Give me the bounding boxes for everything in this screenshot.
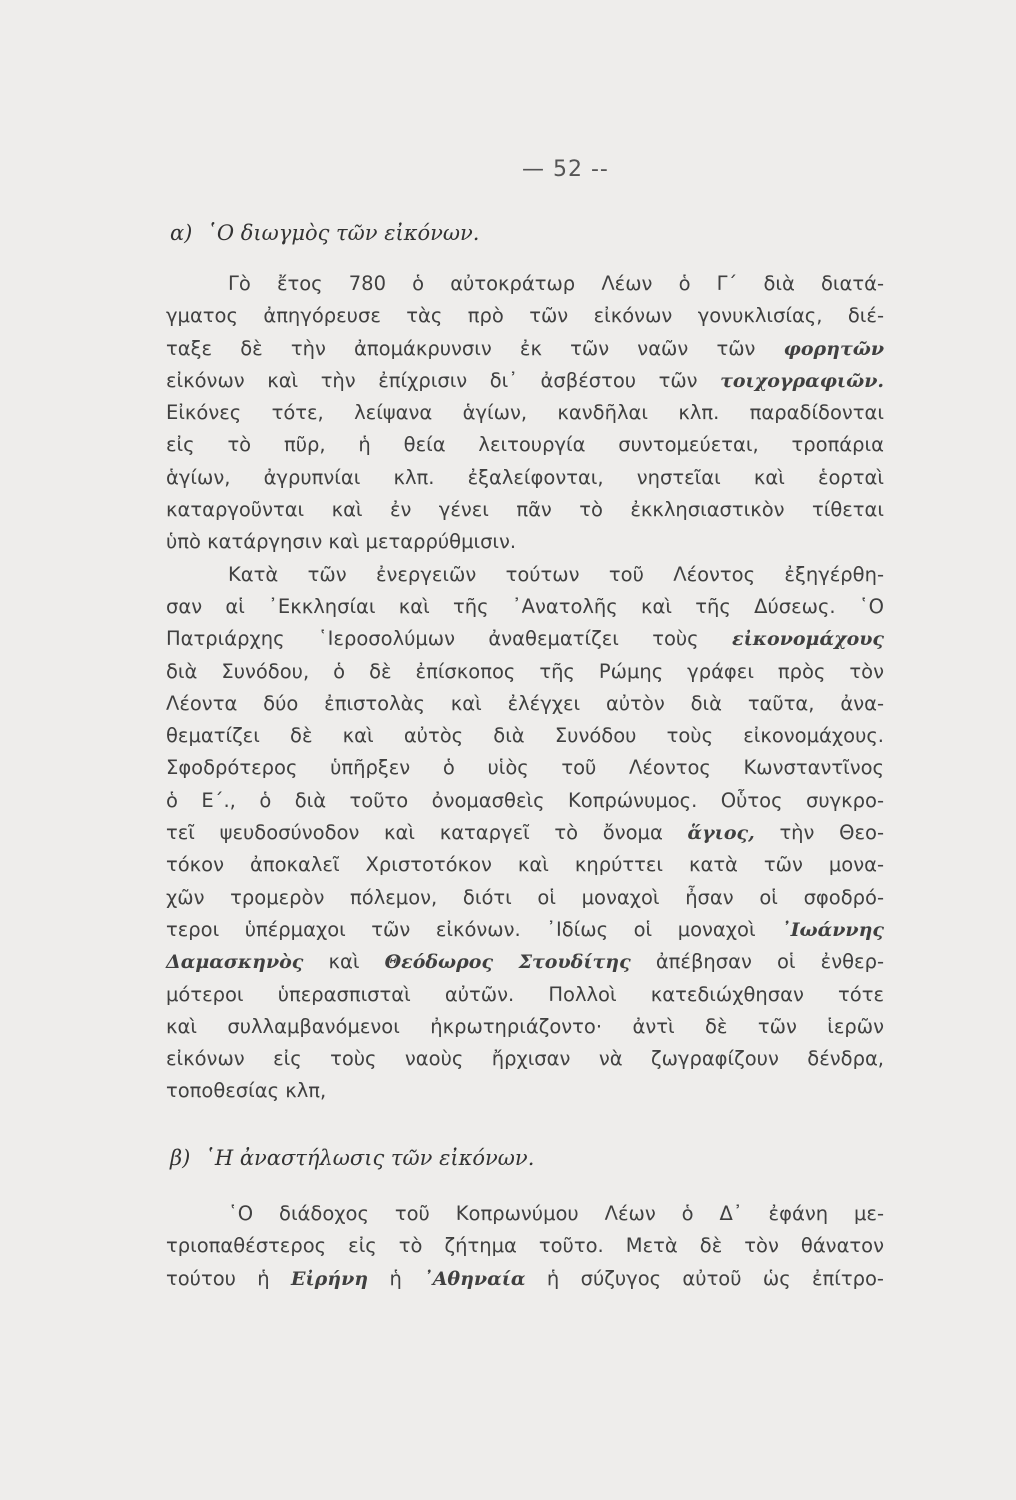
text-run: σαν αἱ ᾿Εκκλησίαι καὶ τῆς ᾿Ανατολῆς καὶ τῆς Δύσεως. ῾Ο <box>166 594 884 618</box>
section-b-mark: β) <box>170 1146 191 1170</box>
text-line <box>166 817 884 849</box>
text-line <box>166 1230 884 1262</box>
text-run: τόκον ἀποκαλεῖ Χριστοτόκον καὶ κηρύττει κατὰ τῶν μονα- <box>166 853 884 877</box>
text-run: ὑπὸ κατάργησιν καὶ μεταρρύθμισιν. <box>166 530 517 554</box>
emphasized-term: εἰκονομάχους <box>732 628 884 651</box>
text-run: καταργοῦνται καὶ ἐν γένει πᾶν τὸ ἐκκλησιαστικὸν τίθεται <box>166 498 884 522</box>
text-line <box>166 526 884 558</box>
text-line <box>166 656 884 688</box>
text-run: εἰκόνων καὶ τὴν ἐπίχρισιν δι᾿ ἀσβέστου τῶν <box>166 368 721 392</box>
text-line <box>166 429 884 461</box>
section-b-heading <box>170 1146 534 1170</box>
text-run: ῾Ο διάδοχος τοῦ Κοπρωνύμου Λέων ὁ Δ᾿ ἐφάνη με- <box>228 1202 884 1225</box>
text-run: Κατὰ τῶν ἐνεργειῶν τούτων τοῦ Λέοντος ἐξηγέρθη- <box>228 562 884 586</box>
text-run: Λέοντα δύο ἐπιστολὰς καὶ ἐλέγχει αὐτὸν διὰ ταῦτα, ἀνα- <box>166 691 884 715</box>
text-run: εἰς τὸ πῦρ, ἡ θεία λειτουργία συντομεύεται, τροπάρια <box>166 433 884 457</box>
text-run: Γὸ ἔτος 780 ὁ αὐτοκράτωρ Λέων ὁ Γ΄ διὰ διατά- <box>228 272 884 295</box>
emphasized-term: φορητῶν <box>783 337 884 360</box>
text-line <box>166 268 884 300</box>
text-line <box>166 1198 884 1230</box>
section-a-heading <box>170 221 479 245</box>
text-line <box>166 1263 884 1295</box>
text-run: εἰκόνων εἰς τοὺς ναοὺς ἤρχισαν νὰ ζωγραφίζουν δένδρα, <box>166 1047 884 1071</box>
text-run: ταξε δὲ τὴν ἀπομάκρυνσιν ἐκ τῶν ναῶν τῶν <box>166 336 784 360</box>
text-run: καὶ συλλαμβανόμενοι ἠκρωτηριάζοντο· ἀντὶ δὲ τῶν ἱερῶν <box>166 1014 884 1038</box>
emphasized-term: ἅγιος, <box>687 822 755 845</box>
text-line <box>166 494 884 526</box>
text-line <box>166 591 884 623</box>
emphasized-term: Θεόδωρος Στουδίτης <box>384 951 631 974</box>
text-run: ὁ Ε΄., ὁ διὰ τοῦτο ὀνομασθεὶς Κοπρώνυμος. Οὗτος συγκρο- <box>166 788 884 812</box>
text-line <box>166 785 884 817</box>
text-run: μότεροι ὑπερασπισταὶ αὐτῶν. Πολλοὶ κατεδιώχθησαν τότε <box>166 982 884 1006</box>
text-run: ἀπέβησαν οἱ ἐνθερ- <box>630 950 884 974</box>
section-b-body <box>166 1198 884 1295</box>
text-line <box>166 333 884 365</box>
text-run: τούτου ἡ <box>166 1266 291 1290</box>
text-line <box>166 849 884 881</box>
text-line <box>166 882 884 914</box>
text-run: Πατριάρχης ῾Ιεροσολύμων ἀναθεματίζει τοὺς <box>166 627 733 651</box>
section-b-title: ῾Η ἀναστήλωσις τῶν εἰκόνων. <box>204 1146 535 1170</box>
text-run: καὶ <box>303 950 385 974</box>
section-a-mark: α) <box>170 221 193 245</box>
emphasized-term: ᾿Ιωάννης <box>781 918 884 941</box>
text-line <box>166 1075 884 1107</box>
text-line <box>166 946 884 978</box>
text-run: Εἰκόνες τότε, λείψανα ἁγίων, κανδῆλαι κλπ. παραδίδονται <box>166 401 884 425</box>
text-line <box>166 300 884 332</box>
text-run: τριοπαθέστερος εἰς τὸ ζήτημα τοῦτο. Μετὰ δὲ τὸν θάνατον <box>166 1234 884 1258</box>
emphasized-term: Δαμασκηνὸς <box>166 951 304 974</box>
section-a-title: ῾Ο διωγμὸς τῶν εἰκόνων. <box>206 221 480 245</box>
emphasized-term: Εἰρήνη <box>290 1267 369 1290</box>
emphasized-term: ᾿Αθηναία <box>423 1267 526 1290</box>
text-line <box>166 979 884 1011</box>
text-run: ἡ <box>368 1266 424 1290</box>
text-line <box>166 559 884 591</box>
section-a-body <box>166 268 884 1108</box>
text-run: Σφοδρότερος ὑπῆρξεν ὁ υἱὸς τοῦ Λέοντος Κωνσταντῖνος <box>166 756 884 780</box>
text-run: θεματίζει δὲ καὶ αὐτὸς διὰ Συνόδου τοὺς εἰκονομάχους. <box>166 724 884 748</box>
text-run: διὰ Συνόδου, ὁ δὲ ἐπίσκοπος τῆς Ρώμης γράφει πρὸς τὸν <box>166 659 884 683</box>
text-line <box>166 914 884 946</box>
page-number: — 52 -- <box>522 157 609 182</box>
text-line <box>166 365 884 397</box>
emphasized-term: τοιχογραφιῶν. <box>720 369 884 392</box>
text-line <box>166 1011 884 1043</box>
text-line <box>166 462 884 494</box>
text-line <box>166 397 884 429</box>
text-run: τεῖ ψευδοσύνοδον καὶ καταργεῖ τὸ ὄνομα <box>166 821 688 845</box>
text-line <box>166 688 884 720</box>
text-run: ἡ σύζυγος αὐτοῦ ὡς ἐπίτρο- <box>525 1266 884 1290</box>
text-run: ἁγίων, ἀγρυπνίαι κλπ. ἐξαλείφονται, νηστεῖαι καὶ ἑορταὶ <box>166 465 884 489</box>
text-run: γματος ἀπηγόρευσε τὰς πρὸ τῶν εἰκόνων γονυκλισίας, διέ- <box>166 304 884 328</box>
text-run: χῶν τρομερὸν πόλεμον, διότι οἱ μοναχοὶ ἦσαν οἱ σφοδρό- <box>166 885 884 909</box>
text-run: τὴν Θεο- <box>754 821 884 845</box>
text-line <box>166 752 884 784</box>
text-line <box>166 720 884 752</box>
text-run: τοποθεσίας κλπ, <box>166 1079 327 1103</box>
text-run: τεροι ὑπέρμαχοι τῶν εἰκόνων. ᾿Ιδίως οἱ μοναχοὶ <box>166 917 782 941</box>
text-line <box>166 1043 884 1075</box>
text-line <box>166 623 884 655</box>
